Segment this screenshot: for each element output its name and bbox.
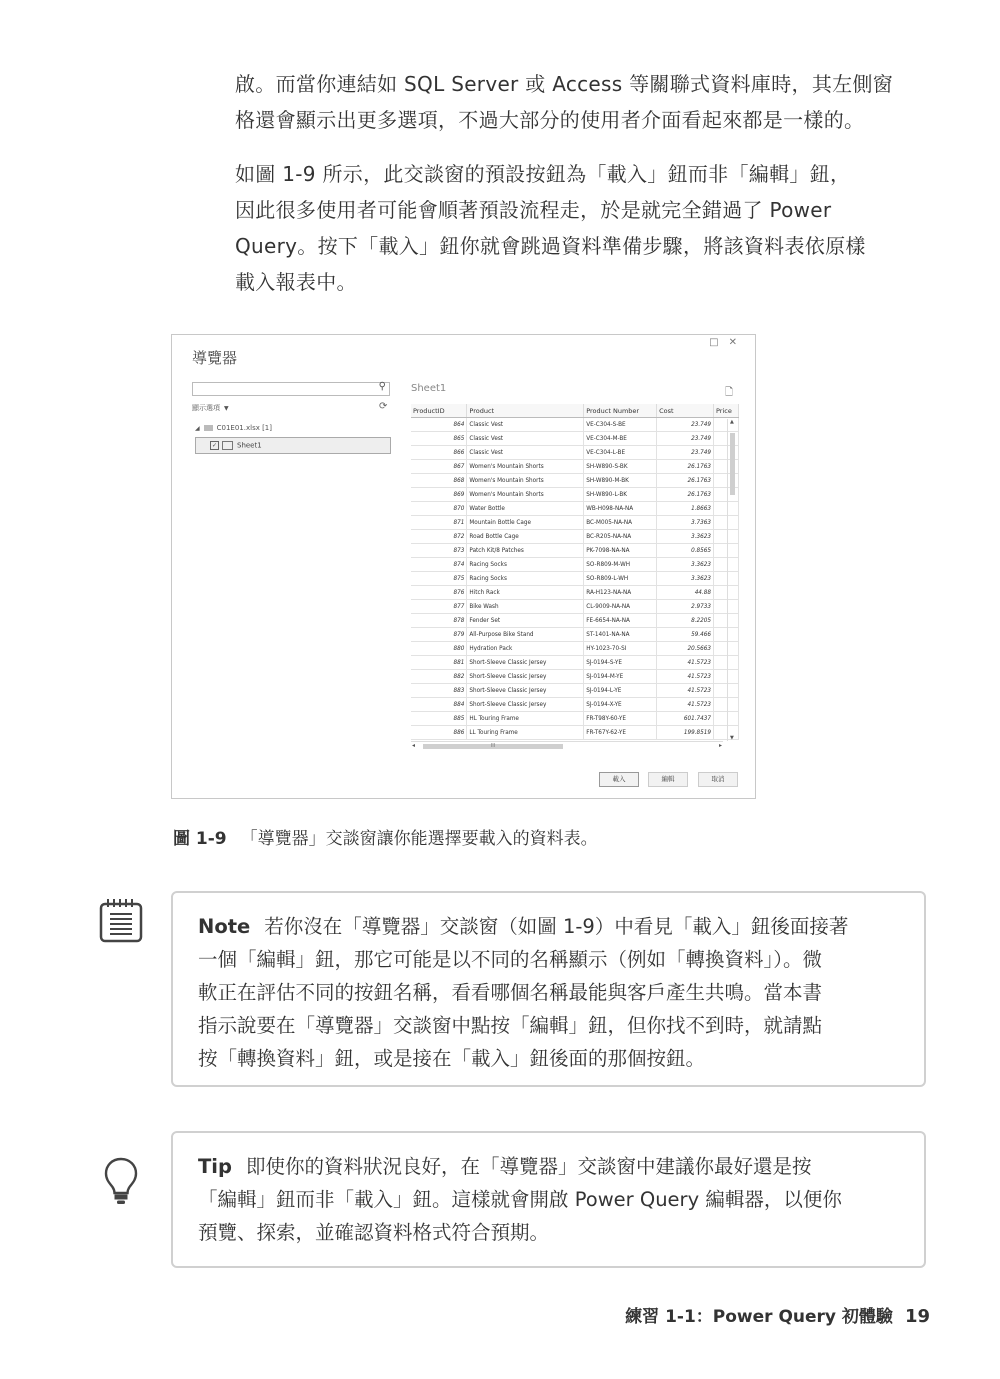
display-options-dropdown[interactable] [192,403,229,413]
window-controls [709,337,747,348]
note-line-text: 若你沒在「導覽器」交談窗（如圖 1-9）中看見「載入」鈕後面接著 [264,915,849,938]
table-cell: 3.7363 [657,516,714,530]
table-cell: 0.8565 [657,544,714,558]
note-line: 一個「編輯」鈕，那它可能是以不同的名稱顯示（例如「轉換資料」）。微 [198,948,823,971]
table-cell: Classic Vest [467,446,584,460]
table-cell: SO-R809-M-WH [584,558,657,572]
table-cell: 866 [411,446,467,460]
table-row [411,572,739,586]
search-icon: ⚲ [378,381,386,392]
table-cell: 3.3623 [657,572,714,586]
table-cell: HY-1023-70-SI [584,642,657,656]
table-cell: HL Touring Frame [467,712,584,726]
paragraph-line: 格還會顯示出更多選項，不過大部分的使用者介面看起來都是一樣的。 [235,108,865,132]
navigator-screenshot [171,334,756,799]
paragraph-line: 因此很多使用者可能會順著預設流程走，於是就完全錯過了 Power [235,198,832,222]
table-cell: 883 [411,684,467,698]
paragraph-line: 如圖 1-9 所示，此交談窗的預設按鈕為「載入」鈕而非「編輯」鈕， [235,162,851,186]
table-row [411,418,739,432]
table-cell: 875 [411,572,467,586]
table-cell: VE-C304-S-BE [584,418,657,432]
table-cell: 884 [411,698,467,712]
table-cell: Hydration Pack [467,642,584,656]
table-cell: SH-W890-L-BK [584,488,657,502]
table-cell: 881 [411,656,467,670]
table-cell: SH-W890-M-BK [584,474,657,488]
table-cell: 865 [411,432,467,446]
tip-text [198,1150,902,1249]
refresh-icon[interactable]: ⟳ [379,401,388,412]
table-cell: Women's Mountain Shorts [467,460,584,474]
column-header[interactable]: Product [467,404,584,418]
table-cell: 886 [411,726,467,740]
table-row [411,516,739,530]
table-cell: FE-6654-NA-NA [584,614,657,628]
note-line: 按「轉換資料」鈕，或是接在「載入」鈕後面的那個按鈕。 [198,1047,706,1070]
table-cell: 882 [411,670,467,684]
paragraph-2 [235,156,927,300]
table-cell: 3.3623 [657,558,714,572]
table-row [411,670,739,684]
table-body [411,418,739,740]
close-icon[interactable]: ✕ [728,337,747,348]
cancel-button[interactable]: 取消 [698,772,738,787]
table-cell: SH-W890-S-BK [584,460,657,474]
tip-box [171,1131,926,1268]
table-cell: Road Bottle Cage [467,530,584,544]
table-cell: 873 [411,544,467,558]
table-cell: SO-R809-L-WH [584,572,657,586]
table-cell: 44.88 [657,586,714,600]
paragraph-line: 載入報表中。 [235,270,357,294]
table-cell: BC-M005-NA-NA [584,516,657,530]
table-cell: 864 [411,418,467,432]
table-cell: 876 [411,586,467,600]
table-cell: Short-Sleeve Classic Jersey [467,670,584,684]
table-cell: Classic Vest [467,418,584,432]
table-cell: 871 [411,516,467,530]
table-icon [222,441,233,450]
scroll-thumb[interactable] [730,433,735,495]
file-node-label: C01E01.xlsx [1] [216,424,272,432]
table-cell: 867 [411,460,467,474]
page-number: 19 [904,1306,930,1327]
edit-button[interactable]: 編輯 [648,772,688,787]
table-cell: RA-H123-NA-NA [584,586,657,600]
document-icon[interactable]: 🗋 [725,387,734,398]
table-row [411,558,739,572]
figure-label: 圖 1-9 [173,829,227,849]
table-row [411,432,739,446]
table-row [411,488,739,502]
table-cell: FR-T67Y-62-YE [584,726,657,740]
table-cell: ST-1401-NA-NA [584,628,657,642]
table-cell: Racing Socks [467,558,584,572]
table-row [411,656,739,670]
note-box [171,891,926,1087]
table-cell: Water Bottle [467,502,584,516]
scroll-thumb-horizontal[interactable]: III [423,744,563,749]
table-cell: VE-C304-M-BE [584,432,657,446]
note-line: 指示說要在「導覽器」交談窗中點按「編輯」鈕，但你找不到時，就請點 [198,1014,823,1037]
paragraph-line: 啟。而當你連結如 SQL Server 或 Access 等關聯式資料庫時，其左側窗 [235,72,894,96]
scroll-up-icon[interactable]: ▲ [730,419,734,425]
table-cell: 1.8663 [657,502,714,516]
table-cell: 8.2205 [657,614,714,628]
table-cell: 3.3623 [657,530,714,544]
table-row [411,642,739,656]
note-line: 軟正在評估不同的按鈕名稱，看看哪個名稱最能與客戶產生共鳴。當本書 [198,981,823,1004]
table-cell: 41.5723 [657,656,714,670]
figure-caption [173,824,598,849]
table-cell: SJ-0194-L-YE [584,684,657,698]
table-cell: 877 [411,600,467,614]
table-header-row [411,404,739,418]
table-cell: 23.749 [657,432,714,446]
search-input[interactable] [192,382,390,396]
display-options-label: 顯示選項 [192,404,220,412]
table-cell: Women's Mountain Shorts [467,488,584,502]
table-cell: 59.466 [657,628,714,642]
navigator-title: 導覽器 [192,349,238,367]
table-cell: Fender Set [467,614,584,628]
notepad-icon [99,897,143,943]
tree-node-sheet[interactable] [195,437,391,454]
column-header[interactable]: Product Number [584,404,657,418]
table-row [411,544,739,558]
table-cell: 23.749 [657,418,714,432]
table-cell: Mountain Bottle Cage [467,516,584,530]
table-row [411,446,739,460]
checkbox-icon[interactable]: ✓ [211,442,218,449]
preview-grid [411,404,739,755]
table-cell: 601.7437 [657,712,714,726]
table-row [411,586,739,600]
table-cell: 41.5723 [657,670,714,684]
chevron-down-icon: ▼ [224,405,229,412]
table-cell: Short-Sleeve Classic Jersey [467,684,584,698]
table-cell: 199.8519 [657,726,714,740]
collapse-icon: ◢ [195,425,200,432]
table-cell: 880 [411,642,467,656]
column-header[interactable]: Price [713,404,738,418]
table-cell: 41.5723 [657,698,714,712]
table-cell: 20.5663 [657,642,714,656]
table-cell: PK-7098-NA-NA [584,544,657,558]
table-cell: Hitch Rack [467,586,584,600]
table-row [411,474,739,488]
paragraph-1 [235,66,927,138]
table-cell: 874 [411,558,467,572]
table-cell: All-Purpose Bike Stand [467,628,584,642]
table-cell: 868 [411,474,467,488]
sheet-node-label: Sheet1 [237,441,262,450]
table-cell: CL-9009-NA-NA [584,600,657,614]
figure-caption-text: 「導覽器」交談窗讓你能選擇要載入的資料表。 [240,829,598,849]
scroll-right-icon[interactable]: ▸ [718,742,722,749]
column-header[interactable]: ProductID [411,404,467,418]
table-cell: Women's Mountain Shorts [467,474,584,488]
table-cell: 885 [411,712,467,726]
table-cell: Classic Vest [467,432,584,446]
table-row [411,460,739,474]
scroll-down-icon[interactable]: ▼ [730,735,734,741]
table-cell: 2.9733 [657,600,714,614]
table-cell: 870 [411,502,467,516]
tip-line: 預覽、探索，並確認資料格式符合預期。 [198,1221,550,1244]
table-row [411,712,739,726]
chapter-title: 練習 1-1：Power Query 初體驗 [625,1307,893,1327]
preview-table [411,404,739,740]
page-footer [625,1302,930,1327]
table-row [411,684,739,698]
maximize-icon[interactable]: □ [709,337,729,348]
table-cell: Short-Sleeve Classic Jersey [467,698,584,712]
note-label: Note [198,915,251,938]
table-cell: Bike Wash [467,600,584,614]
table-cell: 23.749 [657,446,714,460]
tip-line: 「編輯」鈕而非「載入」鈕。這樣就會開啟 Power Query 編輯器，以便你 [198,1188,842,1211]
table-cell: BC-R205-NA-NA [584,530,657,544]
table-cell: WB-H098-NA-NA [584,502,657,516]
table-row [411,502,739,516]
preview-title: Sheet1 [411,383,447,394]
tree-node-file[interactable] [195,424,272,432]
table-cell: 878 [411,614,467,628]
table-row [411,614,739,628]
table-cell: 879 [411,628,467,642]
lightbulb-icon [104,1157,138,1205]
table-cell: 26.1763 [657,474,714,488]
table-cell: 26.1763 [657,460,714,474]
tip-label: Tip [198,1155,232,1178]
load-button[interactable]: 載入 [599,772,639,787]
tip-line [198,1150,902,1183]
table-cell: 41.5723 [657,684,714,698]
table-row [411,628,739,642]
table-cell: 26.1763 [657,488,714,502]
table-row [411,726,739,740]
table-cell: Racing Socks [467,572,584,586]
table-cell: Patch Kit/8 Patches [467,544,584,558]
table-cell: SJ-0194-X-YE [584,698,657,712]
table-row [411,530,739,544]
scroll-left-icon[interactable]: ◂ [412,742,416,749]
horizontal-scrollbar[interactable] [411,741,723,752]
folder-icon [204,425,213,431]
table-row [411,600,739,614]
table-cell: VE-C304-L-BE [584,446,657,460]
table-cell: FR-T98Y-60-YE [584,712,657,726]
note-text [198,910,902,1075]
note-line [198,910,902,943]
tip-line-text: 即使你的資料狀況良好，在「導覽器」交談窗中建議你最好還是按 [245,1155,812,1178]
table-cell: Short-Sleeve Classic Jersey [467,656,584,670]
table-cell: SJ-0194-S-YE [584,656,657,670]
table-cell: SJ-0194-M-YE [584,670,657,684]
table-row [411,698,739,712]
paragraph-line: Query。按下「載入」鈕你就會跳過資料準備步驟，將該資料表依原樣 [235,234,866,258]
table-cell: LL Touring Frame [467,726,584,740]
vertical-scrollbar[interactable] [727,419,738,741]
column-header[interactable]: Cost [657,404,714,418]
table-cell: 872 [411,530,467,544]
table-cell: 869 [411,488,467,502]
